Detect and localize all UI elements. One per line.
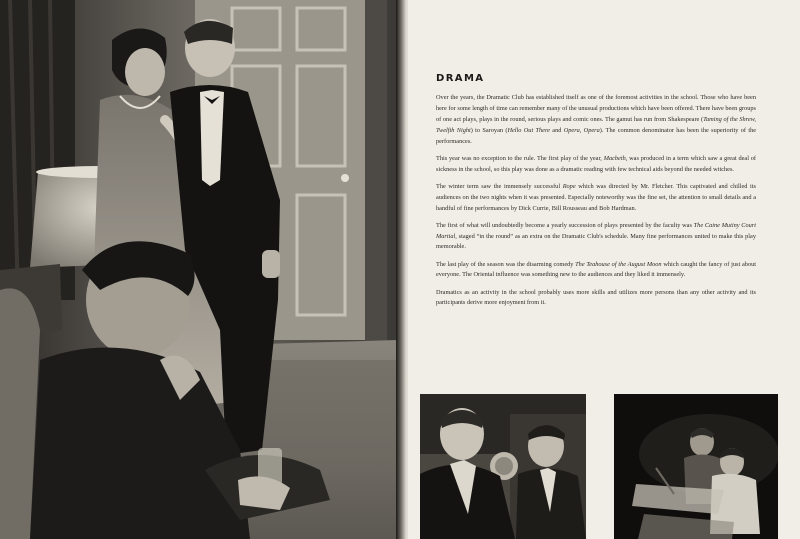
stage-reading-photo: [614, 394, 778, 539]
rehearsal-photo: [420, 394, 586, 539]
paragraph: The first of what will undoubtedly become a yearly succession of plays presented by the faculty was The Caine Mutiny Court Martial, staged “in the round” as an extra on the Dramatic Club's schedule. Many fine performances united to make this play memorable.: [436, 221, 756, 251]
paragraph: Dramatics as an activity in the school probably uses more skills and utilizes more persons than any other activity and its participants derive more enjoyment from it.: [436, 288, 756, 307]
paragraph: This year was no exception to the rule. The first play of the year, Macbeth, was produced in a term which saw a great deal of sickness in the school, so this play was done as a dramatic reading with few technical aids beyond the needed witches.: [436, 154, 756, 173]
text-page: [408, 0, 800, 539]
paragraph: The last play of the season was the disarming comedy The Teahouse of the August Moon which caught the fancy of just about everyone. The Oriental influence was something new to the audiences and they liked it immensely.: [436, 260, 756, 279]
paragraph: Over the years, the Dramatic Club has established itself as one of the foremost activities in the school. Those who have been here for some length of time can remember many of the unusual productions which have been offered. There have been groups of one act plays, plays in the round, serious plays and comic ones. The gamut has run from Shakespeare (Taming of the Shrew, Twelfth Night) to Saroyan (Hello Out There and Opera, Opera). The common denominator has been the superiority of the performances.: [436, 94, 757, 145]
stage-scene-photo: [0, 0, 398, 539]
paragraph: The winter term saw the immensely successful Rope which was directed by Mr. Fletcher. This captivated and chilled its audiences on the two nights when it was presented. Especially noteworthy was the fine set, the attention to small details and a handful of fine performances by Dick Currie, Bill Rousseau and Bob Hardman.: [436, 182, 757, 212]
section-heading: DRAMA: [436, 73, 485, 84]
article-body: [436, 93, 756, 316]
